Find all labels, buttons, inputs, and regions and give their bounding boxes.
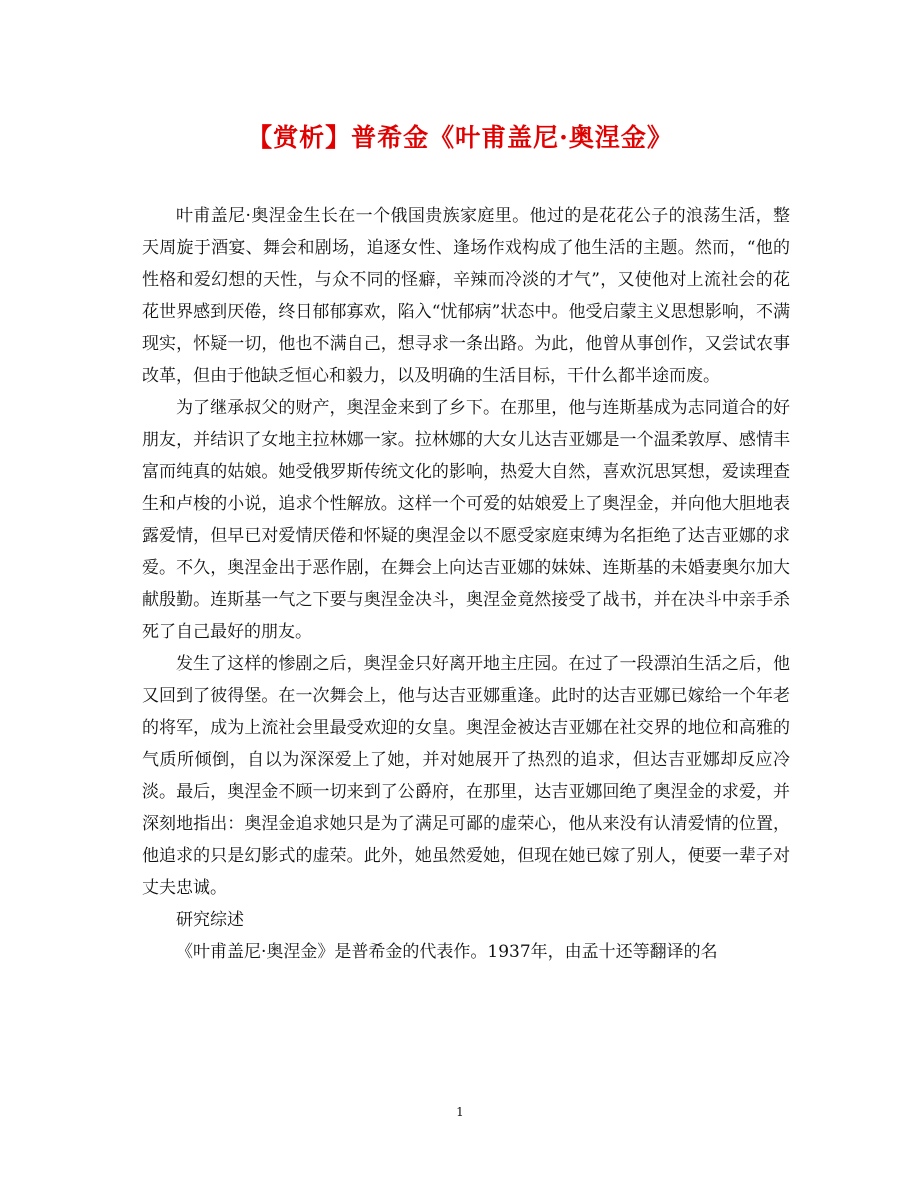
paragraph-4: 《叶甫盖尼·奥涅金》是普希金的代表作。1937年，由孟十还等翻译的名	[176, 942, 718, 962]
document-title: 【赏析】普希金《叶甫盖尼·奥涅金》	[247, 123, 673, 152]
section-heading-research-review: 研究综述	[176, 910, 244, 930]
page-number: 1	[456, 1105, 464, 1119]
paragraph-3: 发生了这样的惨剧之后，奥涅金只好离开地主庄园。在过了一段漂泊生活之后，他又回到了彼得堡。在一次舞会上，他与达吉亚娜重逢。此时的达吉亚娜已嫁给一个年老的将军，成为上流社会里最受欢迎的女皇。奥涅金被达吉亚娜在社交界的地位和高雅的气质所倾倒，自以为深深爱上了她，并对她展开了热烈的追求，但达吉亚娜却反应冷淡。最后，奥涅金不顾一切来到了公爵府，在那里，达吉亚娜回绝了奥涅金的求爱，并深刻地指出：奥涅金追求她只是为了满足可鄙的虚荣心，他从来没有认清爱情的位置，他追求的只是幻影式的虚荣。此外，她虽然爱她，但现在她已嫁了别人，便要一辈子对丈夫忠诚。	[142, 654, 790, 898]
paragraph-1: 叶甫盖尼·奥涅金生长在一个俄国贵族家庭里。他过的是花花公子的浪荡生活，整天周旋于酒宴、舞会和剧场，追逐女性、逢场作戏构成了他生活的主题。然而，“他的性格和爱幻想的天性，与众不同的怪癖，辛辣而冷淡的才气”，又使他对上流社会的花花世界感到厌倦，终日郁郁寡欢，陷入“忧郁病”状态中。他受启蒙主义思想影响，不满现实，怀疑一切，他也不满自己，想寻求一条出路。为此，他曾从事创作，又尝试农事改革，但由于他缺乏恒心和毅力，以及明确的生活目标，干什么都半途而废。	[142, 206, 790, 386]
paragraph-2: 为了继承叔父的财产，奥涅金来到了乡下。在那里，他与连斯基成为志同道合的好朋友，并结识了女地主拉林娜一家。拉林娜的大女儿达吉亚娜是一个温柔敦厚、感情丰富而纯真的姑娘。她受俄罗斯传统文化的影响，热爱大自然，喜欢沉思冥想，爱读理查生和卢梭的小说，追求个性解放。这样一个可爱的姑娘爱上了奥涅金，并向他大胆地表露爱情，但早已对爱情厌倦和怀疑的奥涅金以不愿受家庭束缚为名拒绝了达吉亚娜的求爱。不久，奥涅金出于恶作剧，在舞会上向达吉亚娜的妹妹、连斯基的未婚妻奥尔加大献殷勤。连斯基一气之下要与奥涅金决斗，奥涅金竟然接受了战书，并在决斗中亲手杀死了自己最好的朋友。	[142, 398, 790, 642]
document-body	[142, 200, 790, 968]
